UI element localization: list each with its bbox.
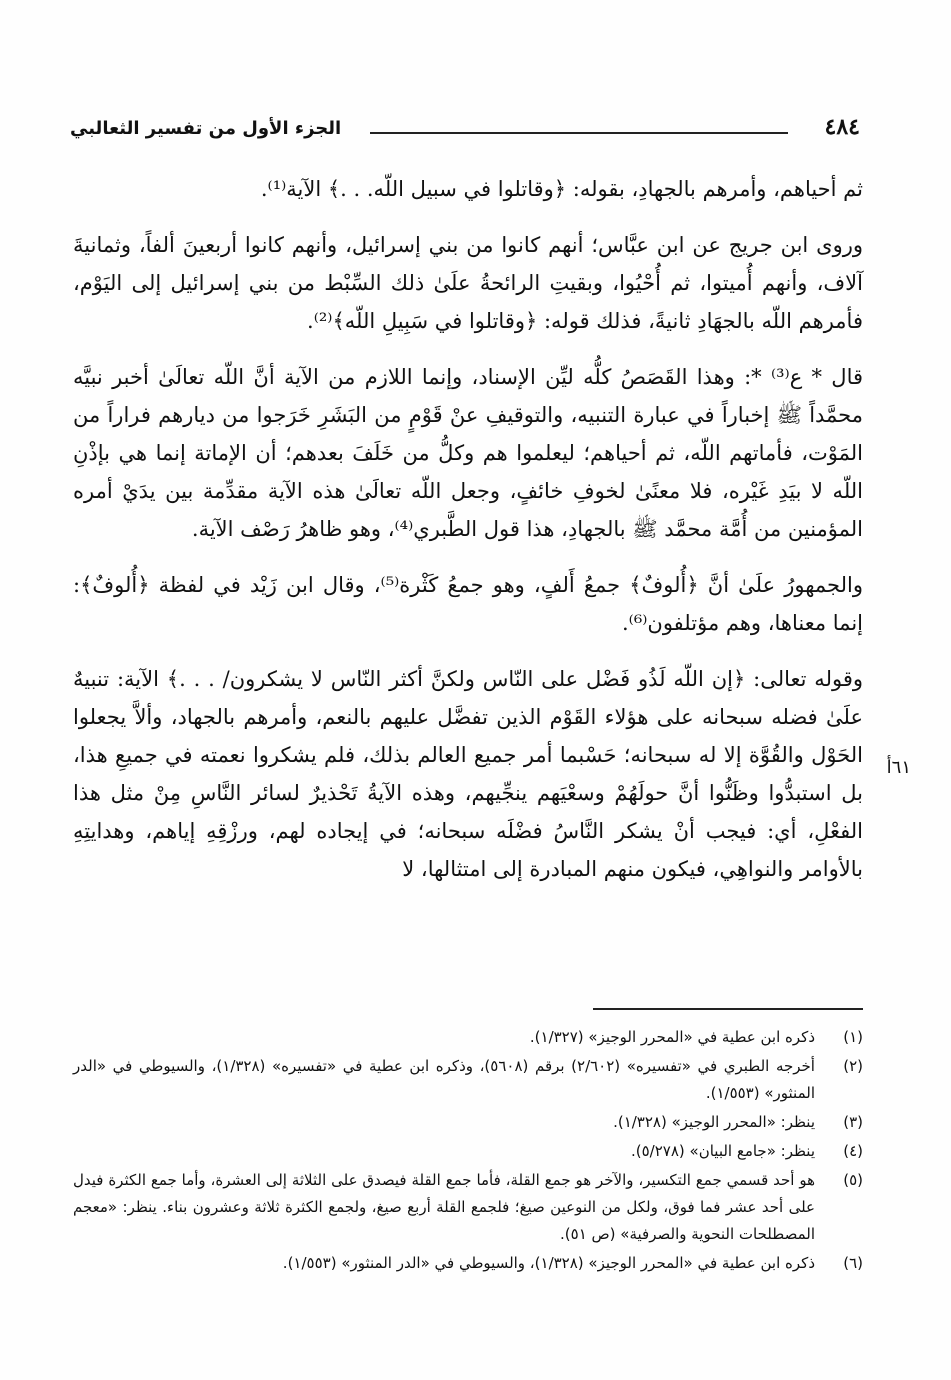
- running-title: الجزء الأول من تفسير الثعالبي: [70, 118, 342, 139]
- main-text: [73, 170, 863, 906]
- footnote-text: ينظر: «جامع البيان» (٥/٢٧٨).: [631, 1142, 815, 1160]
- paragraph: وقوله تعالى: ﴿إن اللّه لَذُو فَضْل على النّاس ولكنَّ أكثر النّاس لا يشكرون/ . . .﴾ الآية: تنبيهٌ علَىٰ فضله سبحانه على هؤلاء القَوْم الذين تفضَّل عليهم بالنعم، وأمرهم بالجهاد، وألاَّ يجعلوا الحَوْل والقُوَّة إلا له سبحانه؛ حَسْبما أمر جميع العالم بذلك، فلم يشكروا نعمته في جميعِ هذا، بل استبدُّوا وظَنُّوا أنَّ حولَهُمْ وسعْيَهم ينجِّيهم، وهذه الآيةُ تَحْذيرٌ لسائر النَّاسِ مِنْ مثل هذا الفعْلِ، أي: فيجب أنْ يشكر النَّاسُ فضْلَه سبحانه؛ في إيجاده لهم، ورزْقِهِ إياهم، وهدايتِهِ بالأوامر والنواهِي، فيكون منهم المبادرة إلى امتثالها، لا: [73, 667, 863, 881]
- footnote: [73, 1053, 863, 1107]
- footnote: [73, 1109, 863, 1136]
- paragraph: والجمهورُ علَىٰ أنَّ ﴿أُلوفٌ﴾ جمعُ أَلفٍ، وهو جمعُ كَثْرة⁽⁵⁾، وقال ابن زَيْد في لفظة ﴿أُلوفٌ﴾: إنما معناها، وهم مؤتلفون⁽⁶⁾.: [73, 573, 863, 635]
- footnote-text: هو أحد قسمي جمع التكسير، والآخر هو جمع القلة، فأما جمع القلة فيصدق على الثلاثة إلى العشرة، وأما جمع الكثرة فيدل على أحد عشر فما فوق، ولكل من النوعين صيغ؛ فلجمع القلة أربع صيغ، ولجمع الكثرة ثلاثة وعشرون بناء. ينظر: «معجم المصطلحات النحوية والصرفية» (ص ٥١).: [73, 1171, 815, 1243]
- footnote-text: أخرجه الطبري في «تفسيره» (٢/٦٠٢) برقم (٥٦٠٨)، وذكره ابن عطية في «تفسيره» (١/٣٢٨)، والسيوطي في «الدر المنثور» (١/٥٥٣).: [73, 1057, 815, 1102]
- footnote: [73, 1024, 863, 1051]
- footnote-number: (٢): [843, 1057, 863, 1075]
- footnotes: [73, 1024, 863, 1279]
- footnote: [73, 1250, 863, 1277]
- footnote-text: ذكره ابن عطية في «المحرر الوجيز» (١/٣٢٨)، والسيوطي في «الدر المنثور» (١/٥٥٣).: [282, 1254, 815, 1272]
- footnote-text: ذكره ابن عطية في «المحرر الوجيز» (١/٣٢٧).: [529, 1028, 815, 1046]
- header-divider: [370, 132, 788, 134]
- footnote-number: (٤): [843, 1142, 863, 1160]
- footnote: [73, 1138, 863, 1165]
- paragraph: وروى ابن جريج عن ابن عبَّاس؛ أنهم كانوا من بني إسرائيل، وأنهم كانوا أربعينَ ألفاً، وثمانيةَ آلاف، وأنهم أُميتوا، ثم أُحْيُوا، وبقيتِ الرائحةُ علَىٰ ذلك السِّبْط من بني إسرائيل إلى اليَوْم، فأمرهم اللّه بالجهَادِ ثانيةً، فذلك قوله: ﴿وقاتلوا في سَبِيلِ اللّه﴾⁽²⁾.: [73, 233, 863, 333]
- page-number: ٤٨٤: [824, 114, 860, 140]
- footnote-number: (١): [843, 1028, 863, 1046]
- footnote-divider: [593, 1008, 863, 1010]
- footnote: [73, 1167, 863, 1248]
- footnote-number: (٥): [843, 1171, 863, 1189]
- page-header: [70, 114, 860, 154]
- margin-folio-note: ٦١أ: [886, 757, 911, 778]
- paragraph: ثم أحياهم، وأمرهم بالجهادِ، بقوله: ﴿وقاتلوا في سبيل اللّه. . .﴾ الآية⁽¹⁾.: [260, 177, 863, 201]
- footnote-number: (٦): [843, 1254, 863, 1272]
- paragraph: قال * ع⁽³⁾ *: وهذا القَصَصُ كلُّه ليِّن الإسناد، وإنما اللازم من الآية أنَّ اللّه تعالَىٰ أخبر نبيَّه محمَّداً ﷺ إخباراً في عبارة التنبيه، والتوقيفِ عنْ قَوْمٍ من البَشَرِ خَرَجوا من ديارهم فراراً من المَوْت، فأماتهم اللّه، ثم أحياهم؛ ليعلموا هم وكلُّ من خَلَفَ بعدهم؛ أن الإماتة إنما هي بإذْنِ اللّه لا بيَدِ غَيْره، فلا معنًىٰ لخوفِ خائفٍ، وجعل اللّه تعالَىٰ هذه الآية مقدِّمة بين يدَيْ أمره المؤمنين من أُمَّة محمَّد ﷺ بالجهادِ، هذا قول الطَّبري⁽⁴⁾، وهو ظاهرُ رَصْف الآية.: [73, 365, 863, 541]
- footnote-number: (٣): [843, 1113, 863, 1131]
- footnote-text: ينظر: «المحرر الوجيز» (١/٣٢٨).: [613, 1113, 815, 1131]
